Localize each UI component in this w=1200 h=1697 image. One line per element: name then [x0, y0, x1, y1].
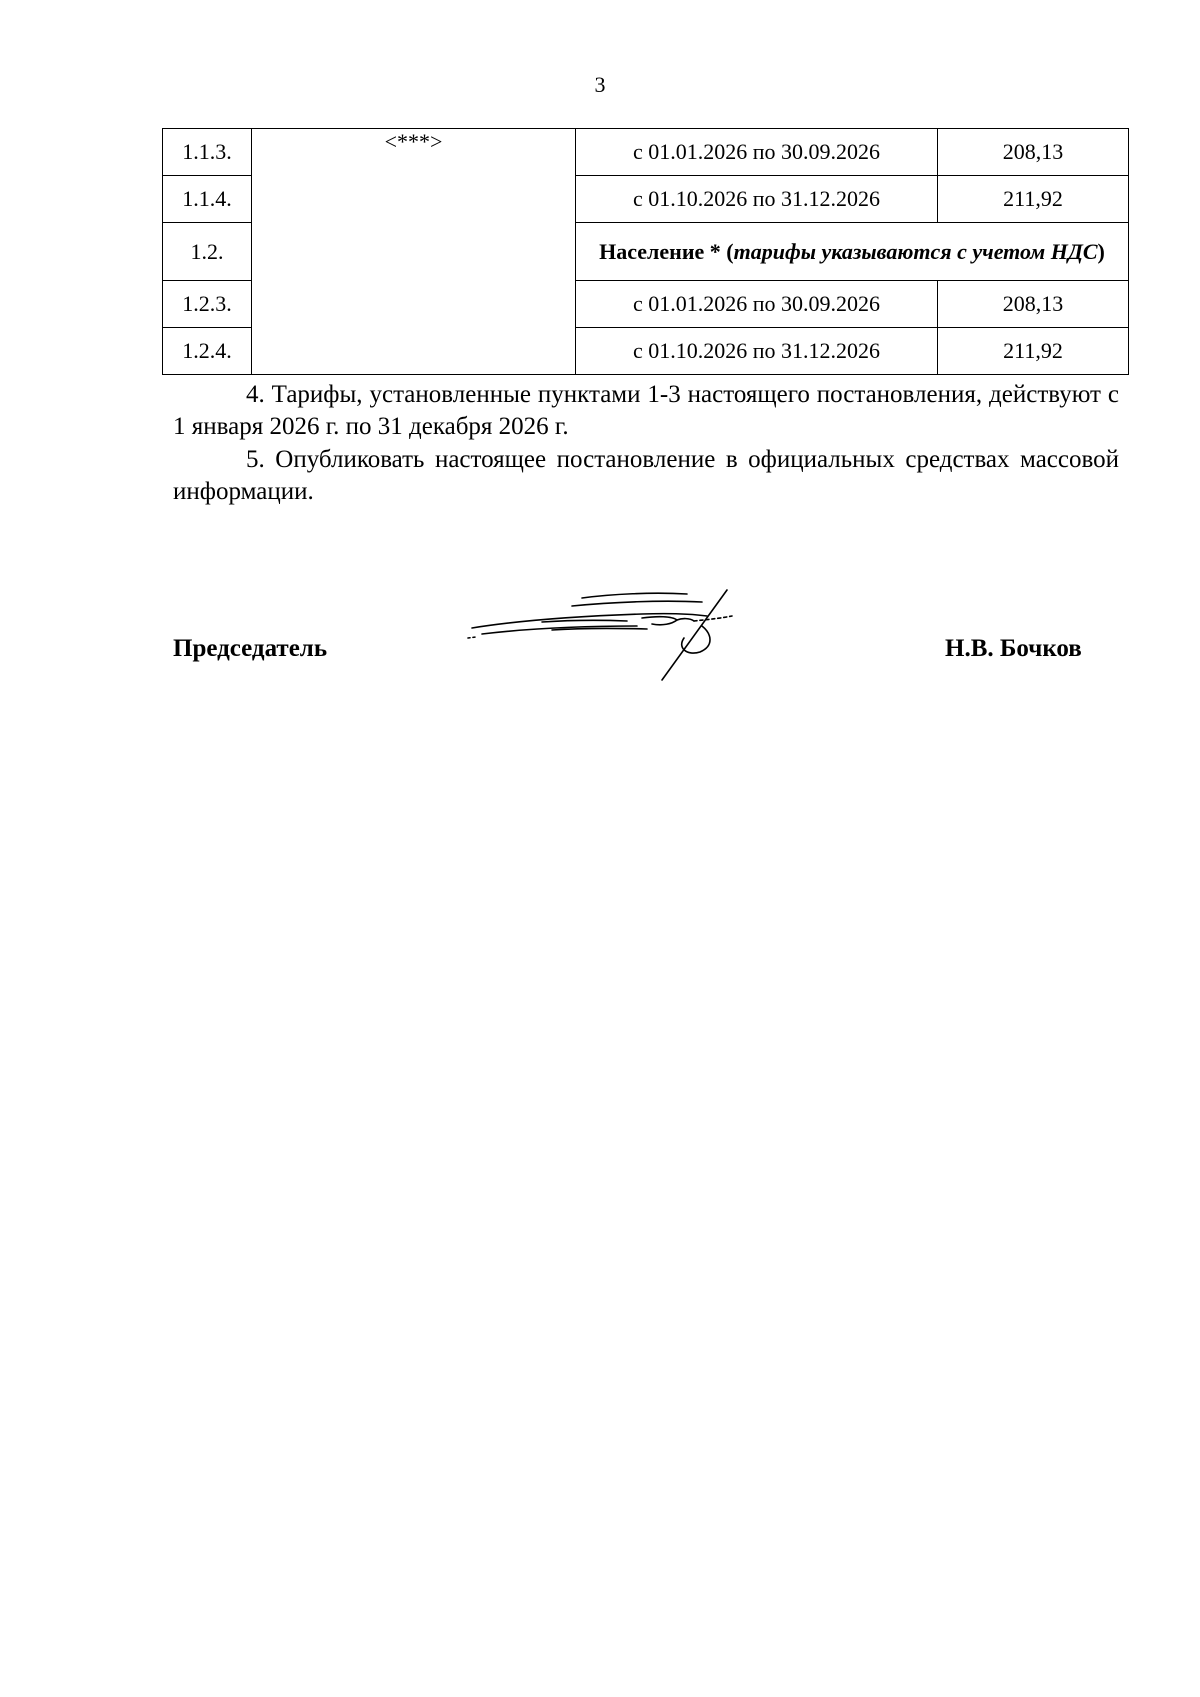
row-value: 211,92 — [938, 176, 1129, 223]
row-value: 211,92 — [938, 328, 1129, 375]
row-value: 208,13 — [938, 129, 1129, 176]
consumer-name-placeholder: <***> — [252, 129, 576, 375]
population-header — [576, 223, 1129, 281]
row-code: 1.2. — [163, 223, 252, 281]
row-period: с 01.01.2026 по 30.09.2026 — [576, 281, 938, 328]
table-row — [163, 129, 1129, 176]
tariff-table — [162, 128, 1129, 375]
population-close: ) — [1097, 238, 1105, 264]
row-code: 1.1.3. — [163, 129, 252, 176]
signatory-name: Н.В. Бочков — [945, 635, 1082, 662]
paragraph-4: 4. Тарифы, установленные пунктами 1-3 настоящего постановления, действуют с 1 января 2026 г. по 31 декабря 2026 г. — [173, 381, 1119, 440]
signatory-title: Председатель — [173, 635, 328, 662]
row-period: с 01.10.2026 по 31.12.2026 — [576, 176, 938, 223]
row-code: 1.2.4. — [163, 328, 252, 375]
row-value: 208,13 — [938, 281, 1129, 328]
population-note: тарифы указываются с учетом НДС — [733, 238, 1098, 264]
row-period: с 01.01.2026 по 30.09.2026 — [576, 129, 938, 176]
row-code: 1.2.3. — [163, 281, 252, 328]
row-period: с 01.10.2026 по 31.12.2026 — [576, 328, 938, 375]
handwritten-signature — [462, 586, 772, 686]
page-number: 3 — [594, 72, 606, 97]
row-code: 1.1.4. — [163, 176, 252, 223]
paragraph-5: 5. Опубликовать настоящее постановление в официальных средствах массовой информации. — [173, 446, 1119, 505]
population-label: Население * ( — [599, 238, 734, 264]
